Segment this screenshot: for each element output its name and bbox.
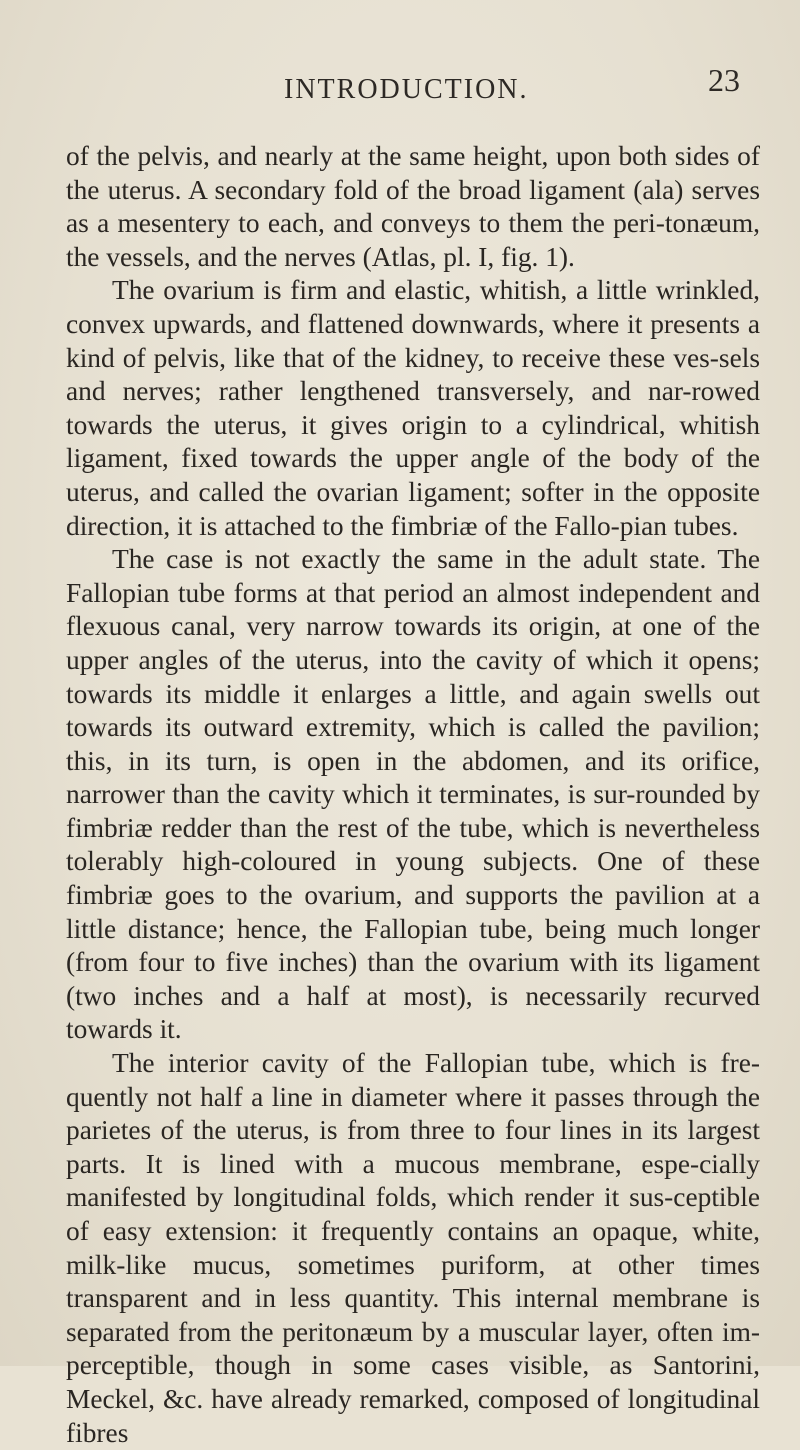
paragraph-2: The ovarium is firm and elastic, whitish, a little wrinkled, convex upwards, and flattened downwards, where it presents a kind of pelvis, like that of the kidney, to receive these ves-sels and nerves; rather lengthened transversely, and nar-rowed towards the uterus, it gives origin to a cylindrical, whitish ligament, fixed towards the upper angle of the body of the uterus, and called the ovarian ligament; softer in the opposite direction, it is attached to the fimbriæ of the Fallo-pian tubes.	[66, 275, 760, 541]
body-text	[66, 140, 760, 1450]
page-number: 23	[708, 62, 740, 98]
running-title: INTRODUCTION.	[284, 74, 529, 105]
running-head	[66, 0, 760, 120]
paragraph-1: of the pelvis, and nearly at the same height, upon both sides of the uterus. A secondary fold of the broad ligament (ala) serves as a mesentery to each, and conveys to them the peri-tonæum, the vessels, and the nerves (Atlas, pl. I, fig. 1).	[66, 141, 760, 272]
paragraph-3: The case is not exactly the same in the adult state. The Fallopian tube forms at that period an almost independent and flexuous canal, very narrow towards its origin, at one of the upper angles of the uterus, into the cavity of which it opens; towards its middle it enlarges a little, and again swells out towards its outward extremity, which is called the pavilion; this, in its turn, is open in the abdomen, and its orifice, narrower than the cavity which it terminates, is sur-rounded by fimbriæ redder than the rest of the tube, which is nevertheless tolerably high-coloured in young subjects. One of these fimbriæ goes to the ovarium, and supports the pavilion at a little distance; hence, the Fallopian tube, being much longer (from four to five inches) than the ovarium with its ligament (two inches and a half at most), is necessarily recurved towards it.	[66, 544, 760, 1045]
paragraph-4: The interior cavity of the Fallopian tube, which is fre-quently not half a line in diameter where it passes through the parietes of the uterus, is from three to four lines in its largest parts. It is lined with a mucous membrane, espe-cially manifested by longitudinal folds, which render it sus-ceptible of easy extension: it frequently contains an opaque, white, milk-like mucus, sometimes puriform, at other times transparent and in less quantity. This internal membrane is separated from the peritonæum by a muscular layer, often im-perceptible, though in some cases visible, as Santorini, Meckel, &c. have already remarked, composed of longitudinal fibres	[66, 1048, 760, 1448]
